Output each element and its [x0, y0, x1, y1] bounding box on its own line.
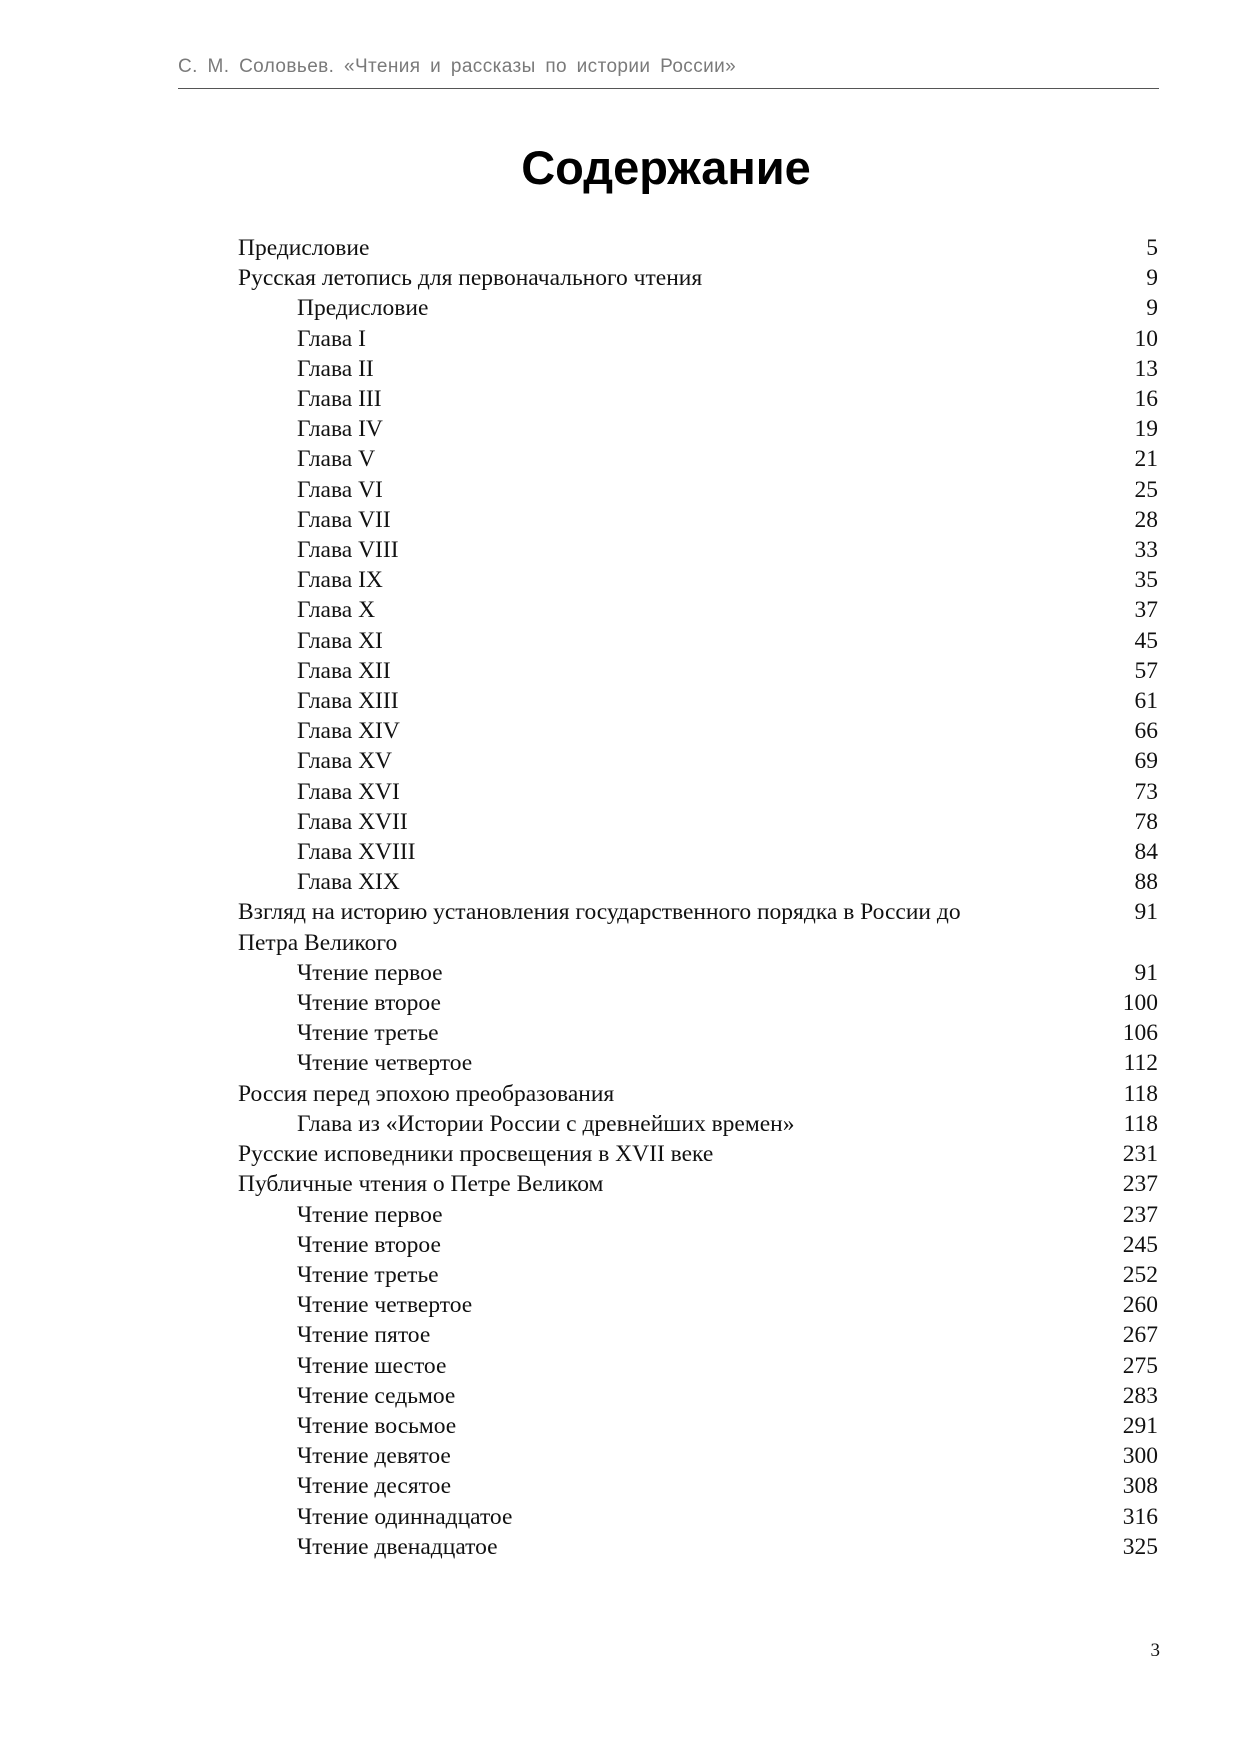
toc-entry[interactable]: [238, 686, 1158, 716]
toc-entry[interactable]: [238, 444, 1158, 474]
toc-entry[interactable]: [238, 1381, 1158, 1411]
toc-entry-page-number: 118: [1123, 1110, 1158, 1137]
toc-entry-label: Русские исповедники просвещения в XVII веке: [238, 1141, 714, 1168]
toc-entry-label: Глава XIII: [297, 688, 399, 715]
toc-entry[interactable]: [238, 1471, 1158, 1501]
toc-entry-page-number: 57: [1134, 657, 1158, 684]
toc-entry[interactable]: [238, 475, 1158, 505]
toc-entry-page-number: 245: [1122, 1231, 1158, 1258]
toc-entry[interactable]: [238, 837, 1158, 867]
toc-entry-page-number: 19: [1134, 416, 1158, 443]
page-number: 3: [1150, 1640, 1160, 1661]
toc-entry-label: Чтение десятое: [297, 1473, 452, 1500]
toc-entry-label: Глава IX: [297, 567, 383, 594]
toc-entry[interactable]: [238, 324, 1158, 354]
toc-entry-label: Чтение второе: [297, 990, 441, 1017]
toc-entry-page-number: 45: [1134, 627, 1158, 654]
toc-entry[interactable]: [238, 1441, 1158, 1471]
toc-entry[interactable]: [238, 293, 1158, 323]
toc-entry-page-number: 106: [1122, 1020, 1158, 1047]
toc-entry-page-number: 231: [1122, 1141, 1158, 1168]
toc-entry[interactable]: [238, 1351, 1158, 1381]
toc-entry-page-number: 69: [1134, 748, 1158, 775]
toc-entry-label: Глава XVII: [297, 808, 408, 835]
toc-entry-label: Глава XVIII: [297, 839, 416, 866]
toc-entry[interactable]: [238, 716, 1158, 746]
toc-entry[interactable]: [238, 233, 1158, 263]
toc-entry[interactable]: [238, 1290, 1158, 1320]
toc-entry-page-number: 316: [1122, 1503, 1158, 1530]
toc-entry[interactable]: [238, 595, 1158, 625]
toc-entry-page-number: 100: [1122, 990, 1158, 1017]
toc-entry-page-number: 237: [1122, 1171, 1158, 1198]
toc-entry-label: Глава II: [297, 355, 374, 382]
toc-entry[interactable]: [238, 777, 1158, 807]
toc-entry-label: Предисловие: [238, 235, 370, 261]
toc-entry-page-number: 13: [1134, 355, 1158, 382]
toc-entry-page-number: 267: [1122, 1322, 1158, 1349]
toc-entry-page-number: 91: [1134, 899, 1158, 926]
toc-entry[interactable]: [238, 656, 1158, 686]
running-header-text: С. М. Соловьев. «Чтения и рассказы по истории России»: [178, 56, 737, 77]
toc-entry-label: Чтение одиннадцатое: [297, 1503, 513, 1530]
toc-entry-page-number: 25: [1134, 476, 1158, 503]
toc-entry-page-number: 9: [1146, 295, 1158, 322]
toc-entry-label: Чтение второе: [297, 1231, 441, 1258]
toc-entry-label: Публичные чтения о Петре Великом: [238, 1171, 604, 1198]
toc-entry-label: Глава I: [297, 325, 366, 352]
toc-entry-label: Глава XIX: [297, 869, 400, 896]
toc-entry-page-number: 5: [1146, 235, 1158, 261]
toc-entry-label: Глава IV: [297, 416, 383, 443]
toc-entry-page-number: 112: [1123, 1050, 1158, 1077]
toc-entry-label: Чтение девятое: [297, 1443, 451, 1470]
toc-entry-page-number: 37: [1134, 597, 1158, 624]
toc-entry-label: Россия перед эпохою преобразования: [238, 1080, 615, 1107]
toc-entry-page-number: 325: [1122, 1533, 1158, 1560]
toc-entry-label: Глава VIII: [297, 537, 399, 564]
toc-entry-label: Чтение третье: [297, 1261, 439, 1288]
toc-entry-label: Предисловие: [297, 295, 429, 322]
toc-entry-page-number: 91: [1134, 959, 1158, 986]
toc-entry-page-number: 61: [1134, 688, 1158, 715]
toc-entry-page-number: 237: [1122, 1201, 1158, 1228]
toc-entry[interactable]: [238, 1139, 1158, 1169]
page-title: Содержание: [521, 141, 811, 194]
toc-entry[interactable]: [238, 958, 1158, 988]
toc-entry-label: Чтение седьмое: [297, 1382, 456, 1409]
toc-entry-page-number: 252: [1122, 1261, 1158, 1288]
toc-entry[interactable]: [238, 1260, 1158, 1290]
toc-entry[interactable]: [238, 1018, 1158, 1048]
toc-entry-page-number: 66: [1134, 718, 1158, 745]
toc-entry-page-number: 88: [1134, 869, 1158, 896]
toc-entry-page-number: 300: [1122, 1443, 1158, 1470]
toc-entry[interactable]: [238, 535, 1158, 565]
toc-entry-label: Глава V: [297, 446, 376, 473]
toc-entry[interactable]: [238, 1532, 1158, 1562]
toc-entry[interactable]: [238, 414, 1158, 444]
toc-entry-label: Чтение пятое: [297, 1322, 431, 1349]
toc-entry-label: Взгляд на историю установления государственного порядка в России до Петра Великого: [238, 899, 961, 956]
toc-entry[interactable]: [238, 807, 1158, 837]
toc-entry-label: Чтение четвертое: [297, 1292, 473, 1319]
toc-entry[interactable]: [238, 746, 1158, 776]
toc-entry-page-number: 10: [1134, 325, 1158, 352]
toc-entry[interactable]: [238, 1048, 1158, 1078]
toc-entry[interactable]: [238, 1230, 1158, 1260]
toc-entry-page-number: 308: [1122, 1473, 1158, 1500]
toc-entry-page-number: 291: [1122, 1412, 1158, 1439]
toc-entry-label: Чтение шестое: [297, 1352, 447, 1379]
running-header: [178, 56, 1158, 78]
toc-entry-label: Русская летопись для первоначального чтения: [238, 265, 703, 292]
toc-entry[interactable]: [238, 263, 1158, 293]
toc-entry[interactable]: [238, 354, 1158, 384]
toc-entry[interactable]: [238, 1169, 1158, 1199]
toc-entry[interactable]: [238, 565, 1158, 595]
toc-entry-label: Глава XI: [297, 627, 383, 654]
toc-entry-label: Чтение двенадцатое: [297, 1533, 498, 1560]
table-of-contents: [238, 233, 1158, 1562]
toc-entry-page-number: 78: [1134, 808, 1158, 835]
toc-entry[interactable]: [238, 384, 1158, 414]
toc-entry-label: Чтение четвертое: [297, 1050, 473, 1077]
toc-entry[interactable]: [238, 1200, 1158, 1230]
toc-entry-label: Глава XVI: [297, 778, 400, 805]
toc-entry-label: Глава XII: [297, 657, 391, 684]
toc-entry-label: Глава из «Истории России с древнейших времен»: [297, 1110, 795, 1137]
toc-entry-label: Чтение первое: [297, 959, 443, 986]
toc-entry[interactable]: [238, 626, 1158, 656]
toc-entry-label: Глава VI: [297, 476, 383, 503]
toc-entry-page-number: 118: [1123, 1080, 1158, 1107]
toc-entry-page-number: 35: [1134, 567, 1158, 594]
toc-entry[interactable]: [238, 1079, 1158, 1109]
toc-entry-page-number: 73: [1134, 778, 1158, 805]
toc-entry[interactable]: [238, 505, 1158, 535]
toc-entry[interactable]: [238, 1411, 1158, 1441]
header-divider: [178, 88, 1159, 89]
toc-entry[interactable]: [238, 1502, 1158, 1532]
toc-entry-label: Чтение третье: [297, 1020, 439, 1047]
toc-entry-page-number: 275: [1122, 1352, 1158, 1379]
toc-entry-page-number: 260: [1122, 1292, 1158, 1319]
toc-entry-label: Глава XIV: [297, 718, 400, 745]
toc-entry-page-number: 21: [1134, 446, 1158, 473]
toc-entry[interactable]: [238, 1320, 1158, 1350]
toc-entry-page-number: 33: [1134, 537, 1158, 564]
toc-entry-page-number: 9: [1146, 265, 1158, 292]
toc-entry[interactable]: [238, 897, 1158, 957]
toc-entry-label: Глава VII: [297, 506, 391, 533]
toc-entry-label: Глава III: [297, 386, 382, 413]
toc-entry-page-number: 84: [1134, 839, 1158, 866]
toc-entry-label: Чтение восьмое: [297, 1412, 457, 1439]
toc-entry-label: Чтение первое: [297, 1201, 443, 1228]
toc-entry-page-number: 283: [1122, 1382, 1158, 1409]
toc-entry-page-number: 16: [1134, 386, 1158, 413]
toc-entry[interactable]: [238, 1109, 1158, 1139]
toc-entry-label: Глава X: [297, 597, 376, 624]
toc-entry-label: Глава XV: [297, 748, 393, 775]
toc-entry-page-number: 28: [1134, 506, 1158, 533]
toc-entry[interactable]: [238, 988, 1158, 1018]
toc-entry[interactable]: [238, 867, 1158, 897]
